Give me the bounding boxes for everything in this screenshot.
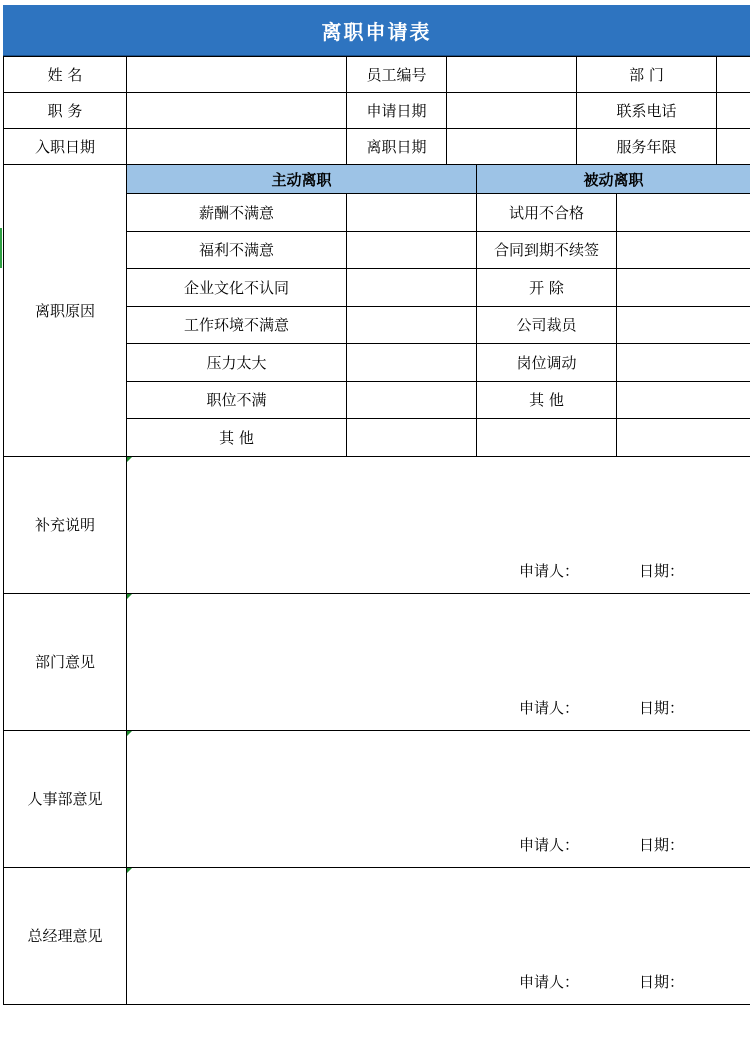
cell-corner-marker — [127, 457, 132, 462]
date-label: 日期： — [639, 972, 685, 991]
active-check[interactable] — [347, 344, 477, 382]
cell-corner-marker — [127, 731, 132, 736]
passive-reason: 其 他 — [477, 381, 617, 419]
active-reason: 福利不满意 — [127, 231, 347, 269]
active-reason: 工作环境不满意 — [127, 306, 347, 344]
label-department-opinion: 部门意见 — [4, 593, 127, 730]
label-hire-date: 入职日期 — [4, 129, 127, 165]
passive-check[interactable] — [617, 194, 750, 232]
phone-field[interactable] — [717, 93, 750, 129]
passive-check[interactable] — [617, 306, 750, 344]
passive-check[interactable] — [617, 269, 750, 307]
hire-date-field[interactable] — [127, 129, 347, 165]
apply-date-field[interactable] — [447, 93, 577, 129]
label-department: 部 门 — [577, 57, 717, 93]
employee-id-field[interactable] — [447, 57, 577, 93]
department-field[interactable] — [717, 57, 750, 93]
position-field[interactable] — [127, 93, 347, 129]
date-label: 日期： — [639, 698, 685, 717]
passive-reason: 开 除 — [477, 269, 617, 307]
active-check[interactable] — [347, 381, 477, 419]
active-reason: 其 他 — [127, 419, 347, 457]
comment-table — [3, 456, 750, 1005]
label-gm-opinion: 总经理意见 — [4, 867, 127, 1004]
info-row — [4, 93, 750, 129]
active-check[interactable] — [347, 306, 477, 344]
applicant-label: 申请人： — [519, 561, 580, 580]
active-check[interactable] — [347, 419, 477, 457]
info-row — [4, 129, 750, 165]
passive-check[interactable] — [617, 344, 750, 382]
form-table — [3, 56, 750, 165]
resignation-form — [3, 5, 750, 1005]
passive-reason: 公司裁员 — [477, 306, 617, 344]
reason-header-row — [4, 165, 750, 194]
applicant-label: 申请人： — [519, 698, 580, 717]
active-check[interactable] — [347, 231, 477, 269]
row-marker — [0, 228, 2, 268]
label-supplement: 补充说明 — [4, 456, 127, 593]
passive-reason: 岗位调动 — [477, 344, 617, 382]
active-check[interactable] — [347, 269, 477, 307]
label-phone: 联系电话 — [577, 93, 717, 129]
passive-check[interactable] — [617, 231, 750, 269]
date-label: 日期： — [639, 835, 685, 854]
active-header: 主动离职 — [127, 165, 477, 194]
active-reason: 企业文化不认同 — [127, 269, 347, 307]
active-reason: 职位不满 — [127, 381, 347, 419]
label-position: 职 务 — [4, 93, 127, 129]
passive-check[interactable] — [617, 419, 750, 457]
active-check[interactable] — [347, 194, 477, 232]
comment-row — [4, 593, 750, 730]
label-employee-id: 员工编号 — [347, 57, 447, 93]
passive-header: 被动离职 — [477, 165, 750, 194]
name-field[interactable] — [127, 57, 347, 93]
active-reason: 压力太大 — [127, 344, 347, 382]
info-row — [4, 57, 750, 93]
label-leave-date: 离职日期 — [347, 129, 447, 165]
form-title: 离职申请表 — [3, 5, 750, 56]
comment-row — [4, 730, 750, 867]
cell-corner-marker — [127, 594, 132, 599]
comment-row — [4, 456, 750, 593]
department-opinion-field[interactable] — [127, 593, 750, 730]
comment-row — [4, 867, 750, 1004]
applicant-label: 申请人： — [519, 835, 580, 854]
passive-reason: 试用不合格 — [477, 194, 617, 232]
gm-opinion-field[interactable] — [127, 867, 750, 1004]
passive-reason — [477, 419, 617, 457]
reason-table — [3, 164, 750, 457]
cell-corner-marker — [127, 868, 132, 873]
label-apply-date: 申请日期 — [347, 93, 447, 129]
applicant-label: 申请人： — [519, 972, 580, 991]
label-service-years: 服务年限 — [577, 129, 717, 165]
active-reason: 薪酬不满意 — [127, 194, 347, 232]
service-years-field[interactable] — [717, 129, 750, 165]
date-label: 日期： — [639, 561, 685, 580]
label-reason: 离职原因 — [4, 165, 127, 457]
label-hr-opinion: 人事部意见 — [4, 730, 127, 867]
hr-opinion-field[interactable] — [127, 730, 750, 867]
leave-date-field[interactable] — [447, 129, 577, 165]
supplement-field[interactable] — [127, 456, 750, 593]
passive-check[interactable] — [617, 381, 750, 419]
passive-reason: 合同到期不续签 — [477, 231, 617, 269]
label-name: 姓 名 — [4, 57, 127, 93]
